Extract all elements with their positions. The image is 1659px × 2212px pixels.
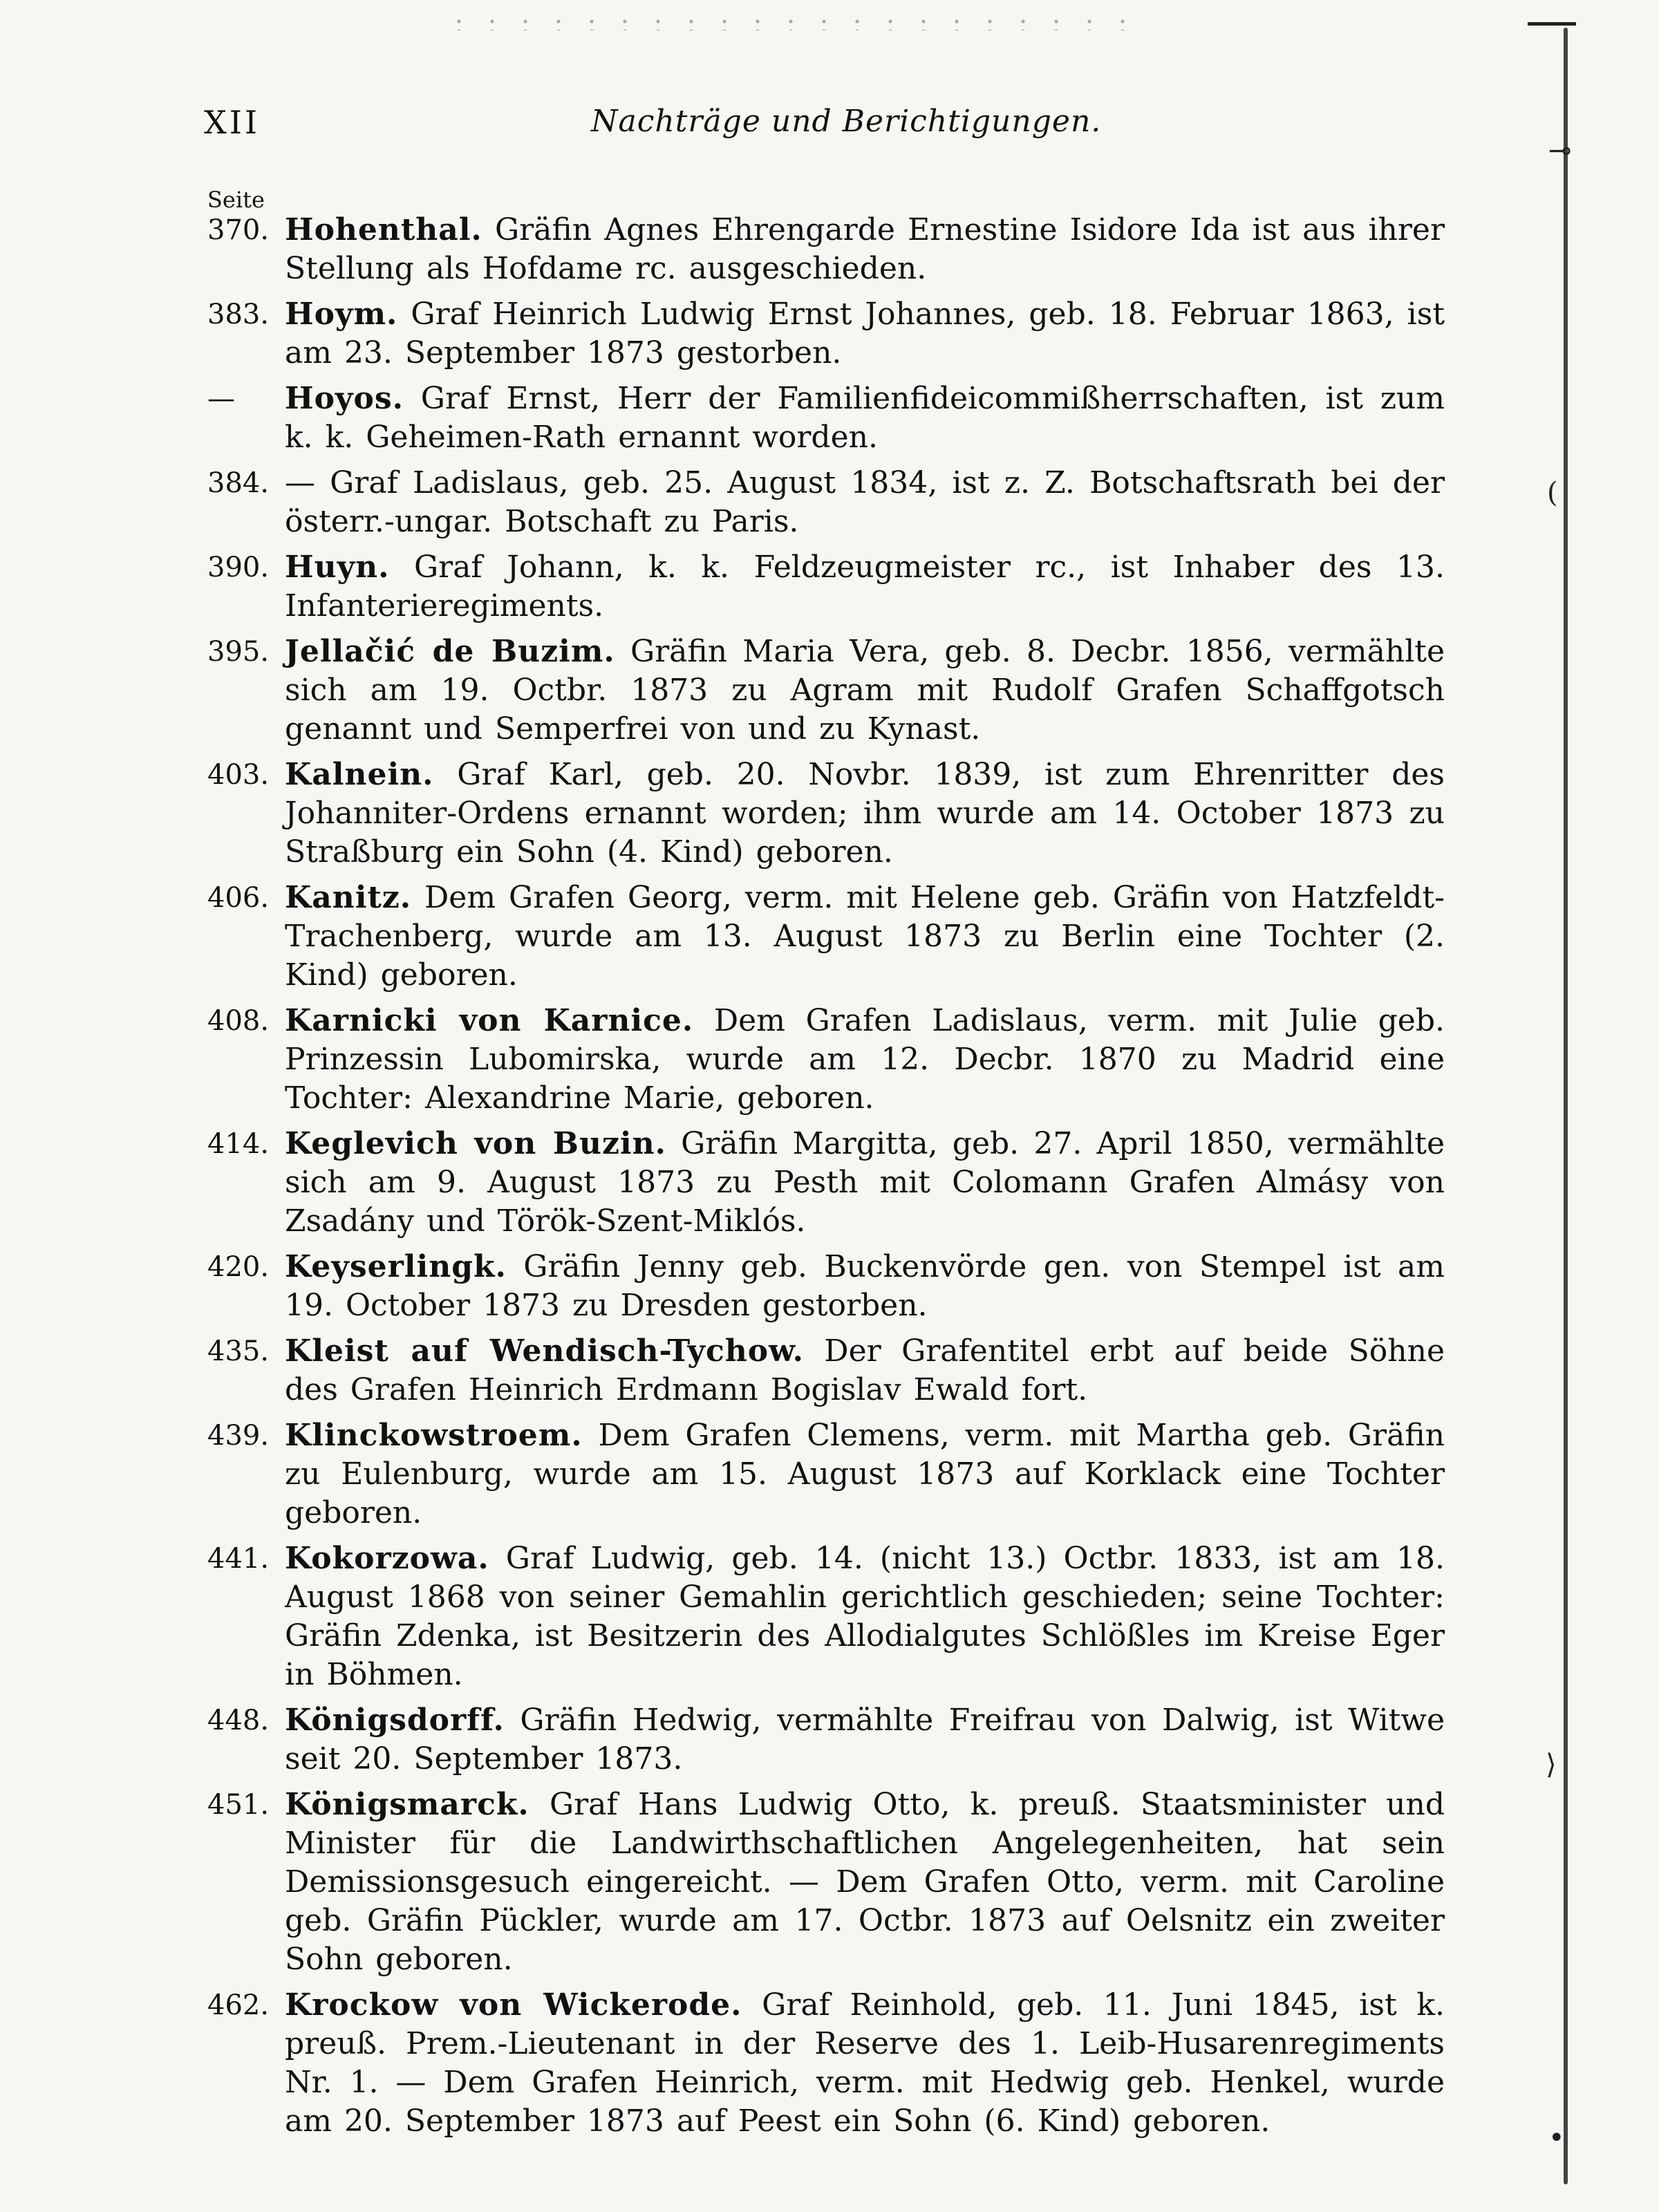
entry-text — [285, 756, 1445, 872]
binding-edge-line — [1564, 28, 1568, 2184]
entry-body: Gräfin Hedwig, vermählte Freifrau von Dalwig, ist Witwe seit 20. September 1873. — [285, 1703, 1445, 1777]
entry-body: Dem Grafen Georg, verm. mit Helene geb. Gräfin von Hatzfeldt-Trachenberg, wurde am 13. August 1873 zu Berlin eine Tochter (2. Kind) geboren. — [285, 880, 1445, 993]
seite-label: Seite — [207, 187, 265, 213]
entry-body: Graf Johann, k. k. Feldzeugmeister rc., ist Inhaber des 13. Infanterieregiments. — [285, 550, 1445, 624]
entry-page-number: 390. — [207, 552, 270, 583]
entry-420 — [207, 1248, 1445, 1325]
entry-family-name: Kanitz. — [285, 880, 412, 915]
entry-414 — [207, 1125, 1445, 1241]
entry-family-name: Kalnein. — [285, 757, 434, 792]
entry-448 — [207, 1701, 1445, 1779]
entry-family-name: Krockow von Wickerode. — [285, 1987, 742, 2023]
entry-family-name: Karnicki von Karnice. — [285, 1003, 694, 1038]
entry-390 — [207, 548, 1445, 626]
entry-439 — [207, 1416, 1445, 1533]
entry-text — [285, 879, 1445, 995]
entry-page-number: 403. — [207, 759, 270, 791]
entry-page-number: 408. — [207, 1005, 270, 1037]
binding-edge-mark: ( — [1547, 477, 1558, 509]
entry-page-number: 435. — [207, 1335, 270, 1367]
entry-body: Der Grafentitel erbt auf beide Söhne des Grafen Heinrich Erdmann Bogislav Ewald fort. — [285, 1333, 1445, 1407]
entry-body: Graf Ludwig, geb. 14. (nicht 13.) Octbr. 1833, ist am 18. August 1868 von seiner Gemahlin gerichtlich geschieden; seine Tochter: Gräfin Zdenka, ist Besitzerin des Allodialgutes Schlößles im Kreise Eger in Böhmen. — [285, 1541, 1445, 1692]
entry-text — [285, 211, 1445, 288]
binding-edge-mark: ⟩ — [1546, 1749, 1557, 1781]
entry-395 — [207, 632, 1445, 749]
entry-text — [285, 1416, 1445, 1533]
entry-page-number: 441. — [207, 1543, 270, 1575]
entry-page-number: 395. — [207, 636, 270, 668]
entry-family-name: Hoyos. — [285, 381, 404, 416]
entry-page-number: 439. — [207, 1420, 270, 1452]
entry-family-name: Jellačić de Buzim. — [285, 634, 615, 669]
entry-370 — [207, 211, 1445, 288]
entry-body: Gräfin Jenny geb. Buckenvörde gen. von Stempel ist am 19. October 1873 zu Dresden gestorben. — [285, 1249, 1445, 1323]
entry-family-name: Keyserlingk. — [285, 1249, 507, 1284]
entry-body: Graf Hans Ludwig Otto, k. preuß. Staatsminister und Minister für die Landwirthschaftlichen Angelegenheiten, hat sein Demissionsgesuch eingereicht. — Dem Grafen Otto, verm. mit Caroline geb. Gräfin Pückler, wurde am 17. Octbr. 1873 auf Oelsnitz ein zweiter Sohn geboren. — [285, 1787, 1445, 1977]
entry-462 — [207, 1986, 1445, 2141]
entry-text — [285, 1539, 1445, 1694]
entry-text — [285, 632, 1445, 749]
entry-403 — [207, 756, 1445, 872]
entry-list — [207, 211, 1445, 2148]
page-header — [204, 104, 1441, 152]
entry-page-number: 406. — [207, 882, 270, 914]
entry-body: Graf Karl, geb. 20. Novbr. 1839, ist zum Ehrenritter des Johanniter-Ordens ernannt worden; ihm wurde am 14. October 1873 zu Straßburg ein Sohn (4. Kind) geboren. — [285, 757, 1445, 870]
entry-page-number: 383. — [207, 299, 270, 330]
entry-body: — Graf Ladislaus, geb. 25. August 1834, ist z. Z. Botschaftsrath bei der österr.-ungar. Botschaft zu Paris. — [285, 465, 1445, 539]
running-head: Nachträge und Berichtigungen. — [591, 104, 1102, 139]
entry-family-name: Hoym. — [285, 297, 398, 332]
entry-text — [285, 1986, 1445, 2141]
entry-body: Dem Grafen Clemens, verm. mit Martha geb. Gräfin zu Eulenburg, wurde am 15. August 1873 auf Korklack eine Tochter geboren. — [285, 1418, 1445, 1530]
entry-page-number: 451. — [207, 1789, 270, 1821]
entry-body: Gräfin Agnes Ehrengarde Ernestine Isidore Ida ist aus ihrer Stellung als Hofdame rc. ausgeschieden. — [285, 212, 1445, 286]
entry-435 — [207, 1332, 1445, 1409]
entry-text — [285, 1248, 1445, 1325]
entry-text — [285, 1125, 1445, 1241]
entry-body: Graf Reinhold, geb. 11. Juni 1845, ist k. preuß. Prem.-Lieutenant in der Reserve des 1. Leib-Husarenregiments Nr. 1. — Dem Grafen Heinrich, verm. mit Hedwig geb. Henkel, wurde am 20. September 1873 auf Peest ein Sohn (6. Kind) geboren. — [285, 1987, 1445, 2139]
entry-text — [285, 1332, 1445, 1409]
entry-family-name: Huyn. — [285, 550, 390, 585]
binding-edge-mark: • — [1548, 2122, 1565, 2154]
entry-441 — [207, 1539, 1445, 1694]
entry-text — [285, 1701, 1445, 1779]
entry-family-name: Klinckowstroem. — [285, 1418, 583, 1453]
entry-body: Graf Heinrich Ludwig Ernst Johannes, geb. 18. Februar 1863, ist am 23. September 1873 gestorben. — [285, 297, 1445, 371]
entry-body: Dem Grafen Ladislaus, verm. mit Julie geb. Prinzessin Lubomirska, wurde am 12. Decbr. 1870 zu Madrid eine Tochter: Alexandrine Marie, geboren. — [285, 1003, 1445, 1116]
entry-384 — [207, 464, 1445, 541]
entry-page-number: 384. — [207, 467, 270, 499]
entry-408 — [207, 1002, 1445, 1118]
entry-family-name: Keglevich von Buzin. — [285, 1126, 666, 1161]
entry-page-number: 414. — [207, 1128, 270, 1160]
entry-hoyos — [207, 379, 1445, 457]
binding-edge-mark: ⊸ — [1548, 135, 1572, 167]
entry-406 — [207, 879, 1445, 995]
entry-text — [285, 295, 1445, 373]
entry-page-number: 462. — [207, 1989, 270, 2021]
entry-page-number: 448. — [207, 1705, 270, 1736]
entry-body: Graf Ernst, Herr der Familienfideicommißherrschaften, ist zum k. k. Geheimen-Rath ernannt worden. — [285, 381, 1445, 455]
entry-family-name: Kokorzowa. — [285, 1541, 489, 1576]
entry-family-name: Kleist auf Wendisch-Tychow. — [285, 1333, 804, 1369]
entry-family-name: Hohenthal. — [285, 212, 482, 247]
entry-text — [285, 464, 1445, 541]
page-number: XII — [204, 104, 261, 141]
entry-page-number: 370. — [207, 214, 270, 246]
entry-body: Gräfin Margitta, geb. 27. April 1850, vermählte sich am 9. August 1873 zu Pesth mit Colomann Grafen Almásy von Zsadány und Török-Szent-Miklós. — [285, 1126, 1445, 1239]
entry-text — [285, 1002, 1445, 1118]
entry-text — [285, 379, 1445, 457]
entry-text — [285, 548, 1445, 626]
entry-page-number: 420. — [207, 1251, 270, 1283]
entry-text — [285, 1785, 1445, 1979]
entry-family-name: Königsmarck. — [285, 1787, 529, 1822]
entry-body: Gräfin Maria Vera, geb. 8. Decbr. 1856, vermählte sich am 19. Octbr. 1873 zu Agram mit Rudolf Grafen Schaffgotsch genannt und Semperfrei von und zu Kynast. — [285, 634, 1445, 747]
binding-edge-tick — [1528, 22, 1576, 26]
entry-page-number: — — [207, 383, 235, 415]
scan-speckle — [442, 17, 1134, 30]
entry-383 — [207, 295, 1445, 373]
entry-family-name: Königsdorff. — [285, 1703, 505, 1738]
entry-451 — [207, 1785, 1445, 1979]
